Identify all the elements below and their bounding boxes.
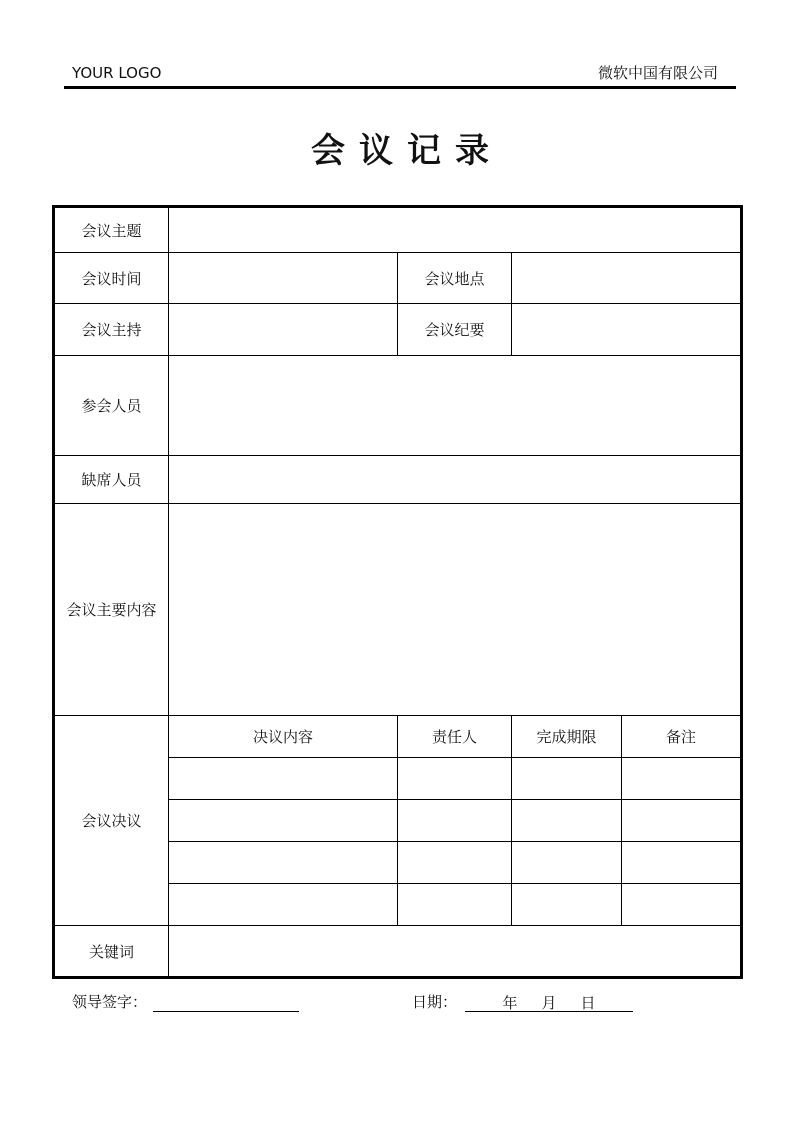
resolution-header-row: [54, 716, 742, 758]
row-content: [54, 504, 742, 716]
meeting-record-table: [52, 205, 743, 979]
attendees-label: 参会人员: [54, 356, 169, 456]
resolutions-label: 会议决议: [54, 716, 169, 926]
keywords-field[interactable]: [169, 926, 742, 978]
content-field[interactable]: [169, 504, 742, 716]
date-label: 日期：: [412, 993, 458, 1011]
resolution-owner-cell[interactable]: [398, 800, 512, 842]
resolution-content-cell[interactable]: [169, 842, 398, 884]
resolution-deadline-cell[interactable]: [512, 842, 622, 884]
resolution-owner-cell[interactable]: [398, 884, 512, 926]
row-attendees: [54, 356, 742, 456]
location-label: 会议地点: [398, 253, 512, 304]
location-field[interactable]: [512, 253, 742, 304]
resolution-content-cell[interactable]: [169, 800, 398, 842]
logo-text: YOUR LOGO: [72, 64, 162, 82]
resolution-owner-cell[interactable]: [398, 758, 512, 800]
content-label: 会议主要内容: [54, 504, 169, 716]
time-label: 会议时间: [54, 253, 169, 304]
attendees-field[interactable]: [169, 356, 742, 456]
signature-line: [72, 992, 299, 1012]
resolution-remarks-cell[interactable]: [622, 758, 742, 800]
resolution-deadline-cell[interactable]: [512, 800, 622, 842]
topic-field[interactable]: [169, 207, 742, 253]
year-text: 年: [502, 994, 518, 1012]
resolution-content-header: 决议内容: [169, 716, 398, 758]
resolution-deadline-cell[interactable]: [512, 884, 622, 926]
row-host-minutes: [54, 304, 742, 356]
row-time-location: [54, 253, 742, 304]
resolution-remarks-header: 备注: [622, 716, 742, 758]
row-topic: [54, 207, 742, 253]
resolution-owner-header: 责任人: [398, 716, 512, 758]
row-keywords: [54, 926, 742, 978]
minutes-label: 会议纪要: [398, 304, 512, 356]
date-field[interactable]: [465, 993, 633, 1012]
absentees-label: 缺席人员: [54, 456, 169, 504]
resolution-owner-cell[interactable]: [398, 842, 512, 884]
month-text: 月: [541, 994, 557, 1012]
time-field[interactable]: [169, 253, 398, 304]
signature-field[interactable]: [153, 993, 299, 1012]
topic-label: 会议主题: [54, 207, 169, 253]
resolution-remarks-cell[interactable]: [622, 842, 742, 884]
absentees-field[interactable]: [169, 456, 742, 504]
date-line: [412, 992, 633, 1012]
header-divider: [64, 86, 736, 89]
resolution-content-cell[interactable]: [169, 884, 398, 926]
host-label: 会议主持: [54, 304, 169, 356]
day-text: 日: [580, 994, 596, 1012]
document-title: 会议记录: [311, 131, 503, 171]
resolution-remarks-cell[interactable]: [622, 800, 742, 842]
company-name: 微软中国有限公司: [597, 64, 718, 82]
resolution-remarks-cell[interactable]: [622, 884, 742, 926]
minutes-field[interactable]: [512, 304, 742, 356]
row-absentees: [54, 456, 742, 504]
resolution-content-cell[interactable]: [169, 758, 398, 800]
resolution-deadline-cell[interactable]: [512, 758, 622, 800]
keywords-label: 关键词: [54, 926, 169, 978]
host-field[interactable]: [169, 304, 398, 356]
resolution-deadline-header: 完成期限: [512, 716, 622, 758]
signature-label: 领导签字：: [72, 993, 148, 1011]
